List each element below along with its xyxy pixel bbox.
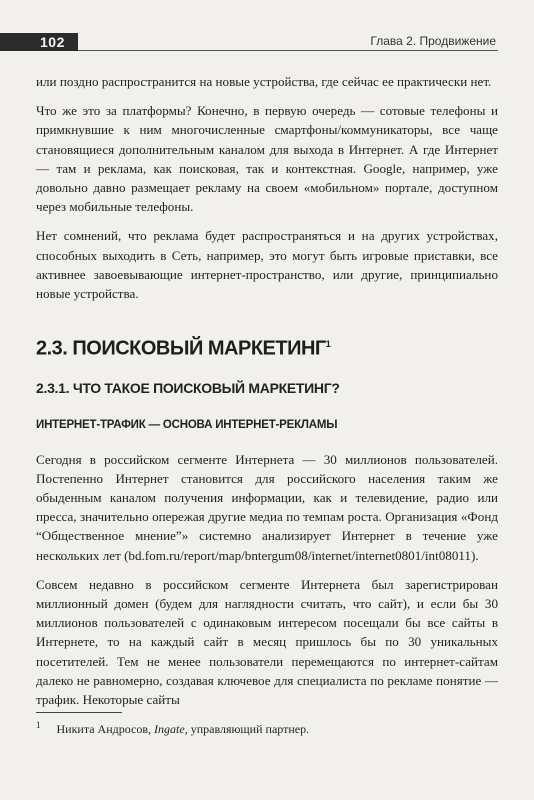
paragraph: Нет сомнений, что реклама будет распространяться и на других устройствах, способных выходить в Сеть, например, это могут быть игровые приставки, все активнее завоевывающие интернет-пространство, или другие, принципиально новые устройства. [36, 228, 498, 302]
paragraph: Совсем недавно в российском сегменте Интернета был зарегистрирован миллионный домен (будем для наглядности считать, что сайт), и если бы 30 миллионов пользователей с одинаковым интересом посещали бы все сайты в Интернете, то на каждый сайт в месяц пришлось бы по 30 уникальных посетителей. Тем не менее пользователи перемещаются по интернет-сайтам далеко не равномерно, создавая ключевое для специалиста по рекламе понятие — трафик. Некоторые сайты [36, 576, 498, 707]
header-rule [78, 50, 498, 51]
footnote-reference[interactable]: 1 [325, 339, 331, 350]
paragraph: Сегодня в российском сегменте Интернета — 30 миллионов пользователей. Постепенно Интернет становится для российского населения таким же обыденным каналом получения информации, как и телевидение, радио или пресса, значительно опережая другие медиа по темпам роста. Организация «Фонд “Общественное мнение”» системно анализирует Интернет в течение уже нескольких лет (bd.fom.ru/report/map/bntergum08/internet/internet0801/int08011). [36, 451, 498, 563]
footnote-rule [36, 712, 122, 713]
page-number-tab [0, 33, 78, 51]
footnote-mark: 1 [36, 720, 41, 730]
footnote-company: Ingate, [154, 722, 188, 736]
page-content [36, 72, 498, 719]
paragraph: или поздно распространится на новые устройства, где сейчас ее практически нет. [36, 74, 492, 89]
subsubsection-heading: ИНТЕРНЕТ-ТРАФИК — ОСНОВА ИНТЕРНЕТ-РЕКЛАМЫ [36, 419, 338, 432]
page-number: 102 [40, 34, 65, 50]
footnote-name: Никита Андросов, [56, 722, 152, 736]
chapter-title: Глава 2. Продвижение [370, 34, 496, 48]
section-heading-text: 2.3. ПОИСКОВЫЙ МАРКЕТИНГ [36, 337, 326, 360]
footnote [36, 720, 309, 737]
subsection-heading: 2.3.1. ЧТО ТАКОЕ ПОИСКОВЫЙ МАРКЕТИНГ? [36, 380, 340, 397]
paragraph: Что же это за платформы? Конечно, в первую очередь — сотовые телефоны и примкнувшие к ним многочисленные смартфоны/коммуникаторы, все чаще становящиеся дополнительным каналом для выхода в Интернет. А где Интернет — там и реклама, как поисковая, так и контекстная. Google, например, уже довольно давно размещает рекламу на своем «мобильном» портале, доступном через мобильные телефоны. [36, 103, 498, 215]
footnote-role: управляющий партнер. [190, 722, 310, 736]
section-heading [36, 335, 498, 359]
